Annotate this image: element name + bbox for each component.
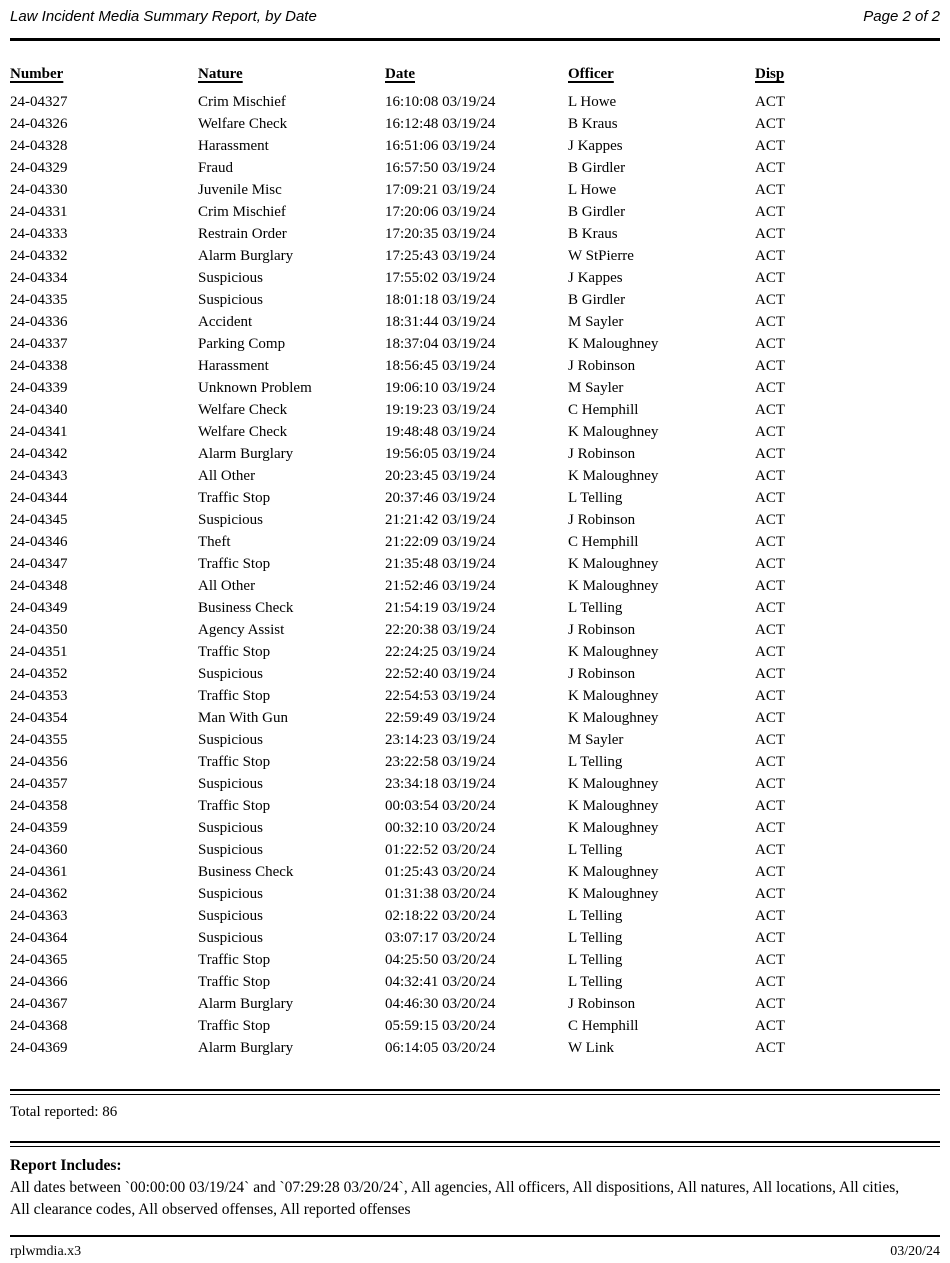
table-row [10,663,940,685]
cell-disp: ACT [755,952,785,968]
cell-number: 24-04332 [10,248,68,264]
cell-number: 24-04354 [10,710,68,726]
cell-date: 21:52:46 03/19/24 [385,578,496,594]
cell-officer: L Telling [568,600,623,616]
table-row [10,399,940,421]
cell-number: 24-04358 [10,798,68,814]
table-header-row [10,65,940,91]
cell-officer: K Maloughney [568,710,659,726]
cell-officer: K Maloughney [568,864,659,880]
cell-disp: ACT [755,490,785,506]
table-row [10,949,940,971]
cell-date: 17:20:06 03/19/24 [385,204,496,220]
cell-nature: Alarm Burglary [198,446,294,462]
cell-officer: L Telling [568,754,623,770]
cell-number: 24-04340 [10,402,68,418]
cell-nature: Unknown Problem [198,380,312,396]
cell-date: 19:06:10 03/19/24 [385,380,496,396]
cell-disp: ACT [755,204,785,220]
cell-number: 24-04339 [10,380,68,396]
cell-nature: Suspicious [198,930,264,946]
cell-officer: L Howe [568,94,617,110]
table-row [10,839,940,861]
table-row [10,795,940,817]
cell-officer: M Sayler [568,380,624,396]
footer-date: 03/20/24 [890,1244,940,1259]
table-row [10,289,940,311]
cell-date: 21:22:09 03/19/24 [385,534,496,550]
cell-officer: W Link [568,1040,614,1056]
cell-officer: B Girdler [568,292,626,308]
cell-disp: ACT [755,996,785,1012]
cell-disp: ACT [755,820,785,836]
cell-date: 16:57:50 03/19/24 [385,160,496,176]
cell-date: 18:56:45 03/19/24 [385,358,496,374]
cell-number: 24-04359 [10,820,68,836]
cell-nature: Fraud [198,160,233,176]
cell-officer: L Telling [568,974,623,990]
cell-disp: ACT [755,556,785,572]
cell-nature: Traffic Stop [198,974,271,990]
cell-disp: ACT [755,160,785,176]
cell-date: 04:25:50 03/20/24 [385,952,496,968]
table-row [10,135,940,157]
cell-date: 22:52:40 03/19/24 [385,666,496,682]
cell-number: 24-04333 [10,226,68,242]
table-row [10,685,940,707]
cell-number: 24-04329 [10,160,68,176]
cell-nature: Welfare Check [198,116,288,132]
column-header-disp: Disp [755,66,785,82]
cell-number: 24-04336 [10,314,68,330]
cell-number: 24-04365 [10,952,68,968]
report-includes-body: All dates between `00:00:00 03/19/24` and `07:29:28 03/20/24`, All agencies, All officers, All dispositions, All natures, All locations, All cities, All clearance codes, All observed offenses, All reported offenses [10,1179,900,1218]
table-row [10,553,940,575]
cell-officer: W StPierre [568,248,634,264]
cell-disp: ACT [755,446,785,462]
table-row [10,729,940,751]
table-row [10,91,940,113]
cell-disp: ACT [755,226,785,242]
cell-nature: Alarm Burglary [198,248,294,264]
cell-number: 24-04348 [10,578,68,594]
cell-date: 20:37:46 03/19/24 [385,490,496,506]
cell-disp: ACT [755,94,785,110]
cell-officer: K Maloughney [568,424,659,440]
table-row [10,883,940,905]
cell-date: 19:56:05 03/19/24 [385,446,496,462]
cell-officer: L Telling [568,908,623,924]
cell-officer: K Maloughney [568,336,659,352]
cell-disp: ACT [755,270,785,286]
cell-number: 24-04327 [10,94,68,110]
cell-date: 17:20:35 03/19/24 [385,226,496,242]
table-row [10,597,940,619]
cell-disp: ACT [755,930,785,946]
report-title: Law Incident Media Summary Report, by Date [10,8,317,25]
cell-nature: Restrain Order [198,226,287,242]
cell-nature: Accident [198,314,253,330]
cell-number: 24-04346 [10,534,68,550]
cell-disp: ACT [755,754,785,770]
cell-nature: Traffic Stop [198,644,271,660]
cell-officer: J Robinson [568,512,636,528]
cell-number: 24-04350 [10,622,68,638]
cell-disp: ACT [755,138,785,154]
cell-date: 01:22:52 03/20/24 [385,842,496,858]
cell-officer: L Telling [568,930,623,946]
table-row [10,1037,940,1059]
cell-nature: Alarm Burglary [198,996,294,1012]
cell-officer: J Robinson [568,446,636,462]
table-row [10,421,940,443]
cell-disp: ACT [755,534,785,550]
table-row [10,861,940,883]
cell-nature: Theft [198,534,231,550]
cell-officer: K Maloughney [568,578,659,594]
cell-date: 18:37:04 03/19/24 [385,336,496,352]
cell-nature: Business Check [198,600,294,616]
cell-nature: Crim Mischief [198,204,286,220]
cell-number: 24-04328 [10,138,68,154]
page-header [0,0,950,26]
table-row [10,971,940,993]
cell-date: 16:12:48 03/19/24 [385,116,496,132]
cell-disp: ACT [755,666,785,682]
cell-number: 24-04362 [10,886,68,902]
column-header-date: Date [385,66,415,82]
cell-number: 24-04334 [10,270,68,286]
cell-officer: K Maloughney [568,688,659,704]
cell-disp: ACT [755,402,785,418]
cell-officer: B Girdler [568,204,626,220]
cell-nature: Traffic Stop [198,754,271,770]
incident-rows [10,91,940,1059]
cell-nature: All Other [198,578,256,594]
table-row [10,487,940,509]
cell-officer: B Kraus [568,116,618,132]
cell-date: 17:55:02 03/19/24 [385,270,496,286]
cell-disp: ACT [755,974,785,990]
cell-officer: M Sayler [568,314,624,330]
cell-date: 17:25:43 03/19/24 [385,248,496,264]
cell-officer: J Robinson [568,358,636,374]
cell-date: 04:32:41 03/20/24 [385,974,496,990]
cell-disp: ACT [755,380,785,396]
table-row [10,377,940,399]
table-row [10,905,940,927]
table-row [10,201,940,223]
cell-officer: K Maloughney [568,556,659,572]
cell-disp: ACT [755,512,785,528]
table-row [10,179,940,201]
cell-disp: ACT [755,886,785,902]
cell-date: 06:14:05 03/20/24 [385,1040,496,1056]
cell-disp: ACT [755,864,785,880]
table-row [10,443,940,465]
cell-number: 24-04356 [10,754,68,770]
cell-officer: J Robinson [568,996,636,1012]
cell-disp: ACT [755,644,785,660]
cell-disp: ACT [755,710,785,726]
cell-disp: ACT [755,182,785,198]
cell-number: 24-04368 [10,1018,68,1034]
table-row [10,707,940,729]
cell-date: 05:59:15 03/20/24 [385,1018,496,1034]
report-includes-heading: Report Includes: [10,1157,122,1174]
column-header-officer: Officer [568,66,614,82]
cell-officer: K Maloughney [568,798,659,814]
cell-number: 24-04366 [10,974,68,990]
cell-date: 21:54:19 03/19/24 [385,600,496,616]
table-row [10,223,940,245]
cell-nature: Harassment [198,138,269,154]
footer-filename: rplwmdia.x3 [10,1244,82,1259]
cell-officer: J Kappes [568,270,623,286]
cell-officer: J Robinson [568,622,636,638]
cell-date: 22:24:25 03/19/24 [385,644,496,660]
cell-disp: ACT [755,578,785,594]
cell-date: 21:21:42 03/19/24 [385,512,496,528]
table-row [10,311,940,333]
cell-disp: ACT [755,842,785,858]
cell-disp: ACT [755,798,785,814]
cell-date: 22:20:38 03/19/24 [385,622,496,638]
cell-nature: Crim Mischief [198,94,286,110]
cell-disp: ACT [755,600,785,616]
cell-number: 24-04360 [10,842,68,858]
total-reported: Total reported: 86 [10,1104,118,1120]
cell-date: 16:10:08 03/19/24 [385,94,496,110]
cell-nature: Suspicious [198,292,264,308]
cell-nature: Traffic Stop [198,556,271,572]
cell-officer: J Robinson [568,666,636,682]
table-row [10,355,940,377]
page-indicator: Page 2 of 2 [863,8,940,25]
cell-date: 02:18:22 03/20/24 [385,908,496,924]
cell-number: 24-04369 [10,1040,68,1056]
cell-number: 24-04364 [10,930,68,946]
cell-disp: ACT [755,336,785,352]
cell-nature: Traffic Stop [198,952,271,968]
cell-nature: Agency Assist [198,622,285,638]
cell-number: 24-04326 [10,116,68,132]
cell-number: 24-04345 [10,512,68,528]
cell-date: 18:31:44 03/19/24 [385,314,496,330]
cell-officer: L Telling [568,952,623,968]
cell-number: 24-04342 [10,446,68,462]
cell-date: 17:09:21 03/19/24 [385,182,496,198]
table-row [10,465,940,487]
cell-number: 24-04344 [10,490,68,506]
cell-disp: ACT [755,622,785,638]
cell-nature: Business Check [198,864,294,880]
cell-officer: M Sayler [568,732,624,748]
cell-nature: Suspicious [198,666,264,682]
cell-date: 23:14:23 03/19/24 [385,732,496,748]
cell-number: 24-04351 [10,644,68,660]
cell-officer: K Maloughney [568,468,659,484]
cell-date: 19:48:48 03/19/24 [385,424,496,440]
cell-number: 24-04367 [10,996,68,1012]
cell-date: 23:22:58 03/19/24 [385,754,496,770]
table-row [10,575,940,597]
cell-number: 24-04330 [10,182,68,198]
cell-number: 24-04337 [10,336,68,352]
cell-officer: B Kraus [568,226,618,242]
cell-nature: Man With Gun [198,710,288,726]
table-row [10,619,940,641]
cell-disp: ACT [755,358,785,374]
cell-date: 04:46:30 03/20/24 [385,996,496,1012]
cell-officer: L Telling [568,490,623,506]
cell-nature: Suspicious [198,820,264,836]
cell-nature: Traffic Stop [198,798,271,814]
table-row [10,245,940,267]
cell-nature: Juvenile Misc [198,182,282,198]
cell-number: 24-04349 [10,600,68,616]
column-header-number: Number [10,66,64,82]
cell-number: 24-04338 [10,358,68,374]
table-row [10,509,940,531]
table-row [10,773,940,795]
column-header-nature: Nature [198,66,243,82]
cell-officer: C Hemphill [568,1018,639,1034]
cell-date: 21:35:48 03/19/24 [385,556,496,572]
cell-nature: Suspicious [198,270,264,286]
cell-nature: Harassment [198,358,269,374]
cell-nature: Suspicious [198,842,264,858]
cell-officer: L Telling [568,842,623,858]
table-row [10,993,940,1015]
cell-officer: K Maloughney [568,886,659,902]
cell-number: 24-04355 [10,732,68,748]
cell-officer: K Maloughney [568,644,659,660]
cell-number: 24-04343 [10,468,68,484]
cell-disp: ACT [755,468,785,484]
cell-officer: C Hemphill [568,402,639,418]
cell-date: 00:03:54 03/20/24 [385,798,496,814]
cell-number: 24-04361 [10,864,68,880]
cell-date: 23:34:18 03/19/24 [385,776,496,792]
cell-disp: ACT [755,688,785,704]
table-row [10,531,940,553]
cell-nature: Welfare Check [198,424,288,440]
cell-disp: ACT [755,314,785,330]
cell-number: 24-04347 [10,556,68,572]
cell-nature: Traffic Stop [198,1018,271,1034]
cell-nature: Suspicious [198,776,264,792]
cell-disp: ACT [755,424,785,440]
cell-nature: Parking Comp [198,336,286,352]
table-row [10,641,940,663]
table-row [10,817,940,839]
cell-disp: ACT [755,1018,785,1034]
cell-date: 03:07:17 03/20/24 [385,930,496,946]
cell-officer: C Hemphill [568,534,639,550]
cell-disp: ACT [755,776,785,792]
table-row [10,333,940,355]
cell-nature: Suspicious [198,886,264,902]
incident-table [10,65,940,1059]
cell-officer: J Kappes [568,138,623,154]
cell-nature: Alarm Burglary [198,1040,294,1056]
cell-officer: K Maloughney [568,776,659,792]
header-rule [10,38,940,41]
cell-date: 22:54:53 03/19/24 [385,688,496,704]
cell-nature: Traffic Stop [198,490,271,506]
cell-disp: ACT [755,292,785,308]
cell-number: 24-04363 [10,908,68,924]
cell-officer: L Howe [568,182,617,198]
table-row [10,113,940,135]
cell-number: 24-04341 [10,424,68,440]
cell-date: 18:01:18 03/19/24 [385,292,496,308]
cell-date: 01:31:38 03/20/24 [385,886,496,902]
cell-nature: Suspicious [198,732,264,748]
cell-disp: ACT [755,732,785,748]
cell-nature: All Other [198,468,256,484]
cell-nature: Suspicious [198,512,264,528]
cell-date: 01:25:43 03/20/24 [385,864,496,880]
cell-date: 22:59:49 03/19/24 [385,710,496,726]
table-row [10,751,940,773]
cell-nature: Welfare Check [198,402,288,418]
cell-officer: K Maloughney [568,820,659,836]
cell-disp: ACT [755,116,785,132]
cell-officer: B Girdler [568,160,626,176]
cell-nature: Traffic Stop [198,688,271,704]
cell-nature: Suspicious [198,908,264,924]
cell-number: 24-04352 [10,666,68,682]
cell-date: 20:23:45 03/19/24 [385,468,496,484]
table-row [10,1015,940,1037]
cell-number: 24-04353 [10,688,68,704]
cell-number: 24-04335 [10,292,68,308]
cell-date: 16:51:06 03/19/24 [385,138,496,154]
cell-disp: ACT [755,248,785,264]
cell-date: 00:32:10 03/20/24 [385,820,496,836]
cell-number: 24-04331 [10,204,68,220]
cell-disp: ACT [755,1040,785,1056]
table-row [10,157,940,179]
table-row [10,267,940,289]
table-row [10,927,940,949]
cell-disp: ACT [755,908,785,924]
cell-number: 24-04357 [10,776,68,792]
cell-date: 19:19:23 03/19/24 [385,402,496,418]
page-footer [0,1237,950,1261]
